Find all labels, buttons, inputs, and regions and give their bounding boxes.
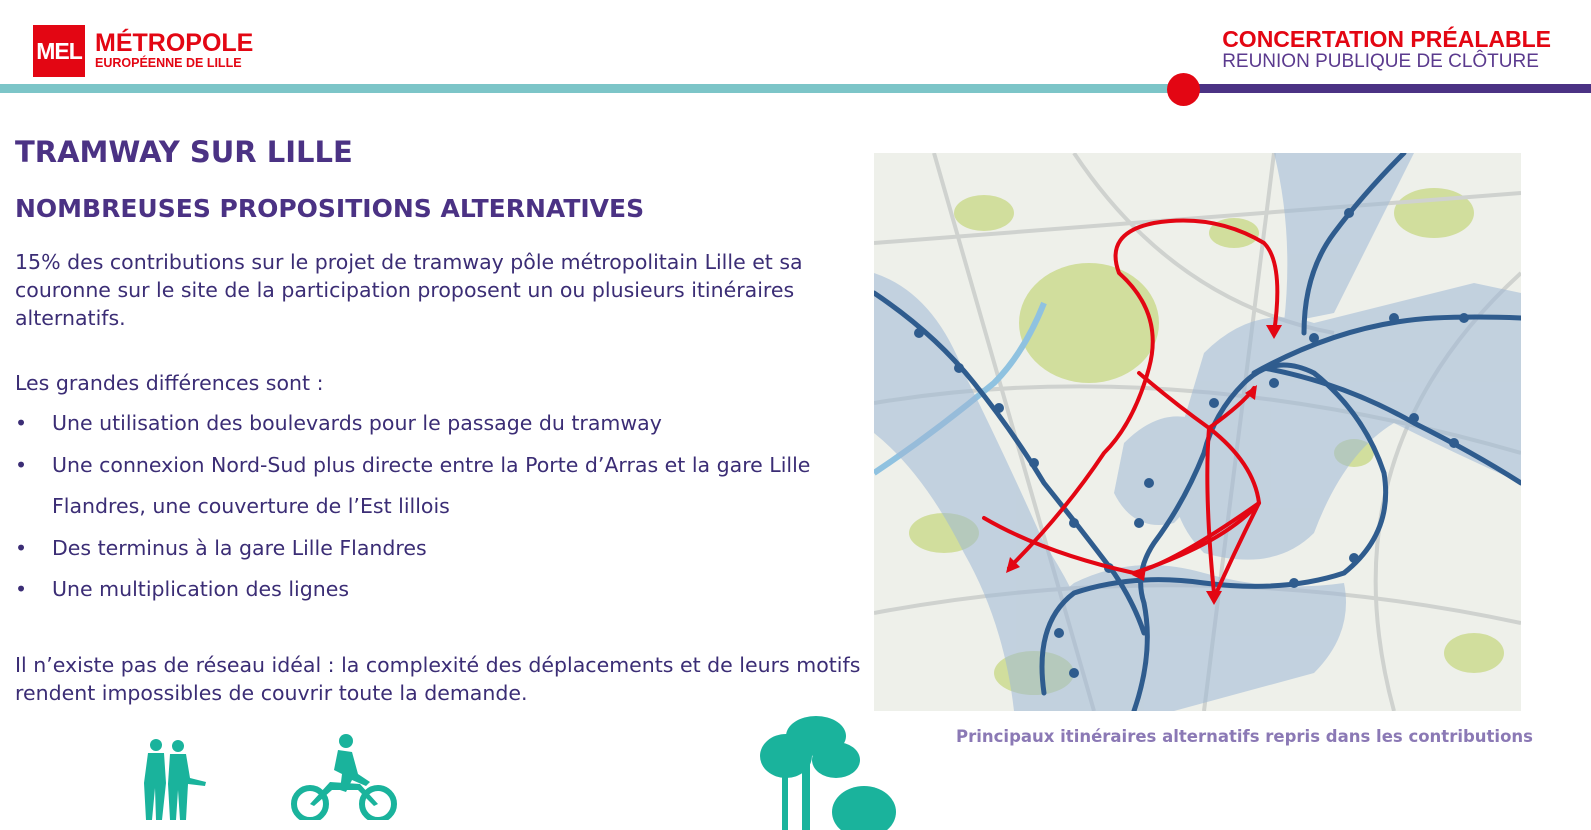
map-illustration — [874, 153, 1521, 711]
bullet: • — [15, 411, 28, 435]
differences-intro: Les grandes différences sont : — [15, 371, 324, 395]
tram-routes-map — [874, 153, 1521, 711]
page-subtitle: NOMBREUSES PROPOSITIONS ALTERNATIVES — [15, 194, 645, 223]
conclusion-paragraph: Il n’existe pas de réseau idéal : la complexité des déplacements et de leurs motifs rendent impossibles de couvrir toute la demande. — [15, 653, 861, 705]
logo-subtitle: EUROPÉENNE DE LILLE — [95, 56, 242, 70]
logo-mark: MEL — [33, 25, 85, 77]
list-item — [15, 403, 865, 445]
logo-title: MÉTROPOLE — [95, 29, 254, 57]
list-item-text: Une utilisation des boulevards pour le passage du tramway — [52, 411, 662, 435]
list-item — [15, 528, 865, 570]
mel-logo — [33, 25, 263, 79]
trees-icon — [756, 716, 896, 830]
list-item — [15, 569, 865, 611]
event-subtitle: REUNION PUBLIQUE DE CLÔTURE — [1222, 51, 1539, 72]
header-bar-purple — [1182, 84, 1591, 93]
event-title: CONCERTATION PRÉALABLE — [1222, 26, 1551, 52]
pedestrians-icon — [138, 738, 210, 820]
header-bar-dot — [1167, 73, 1200, 106]
list-item — [15, 445, 865, 528]
list-item-text: Une connexion Nord-Sud plus directe entre la Porte d’Arras et la gare Lille Flandres, une couverture de l’Est lillois — [52, 452, 811, 518]
header-bar-teal — [0, 84, 1182, 93]
intro-paragraph: 15% des contributions sur le projet de tramway pôle métropolitain Lille et sa couronne sur le site de la participation proposent un ou plusieurs itinéraires alternatifs. — [15, 250, 803, 330]
bullet: • — [15, 452, 28, 477]
bullet: • — [15, 577, 28, 601]
bullet: • — [15, 535, 28, 560]
cyclist-icon — [290, 734, 398, 820]
page-title: TRAMWAY SUR LILLE — [15, 135, 353, 169]
differences-list — [15, 403, 865, 611]
map-caption: Principaux itinéraires alternatifs repris dans les contributions — [956, 727, 1533, 746]
event-header — [1222, 27, 1551, 73]
list-item-text: Des terminus à la gare Lille Flandres — [52, 535, 427, 560]
list-item-text: Une multiplication des lignes — [52, 577, 350, 601]
